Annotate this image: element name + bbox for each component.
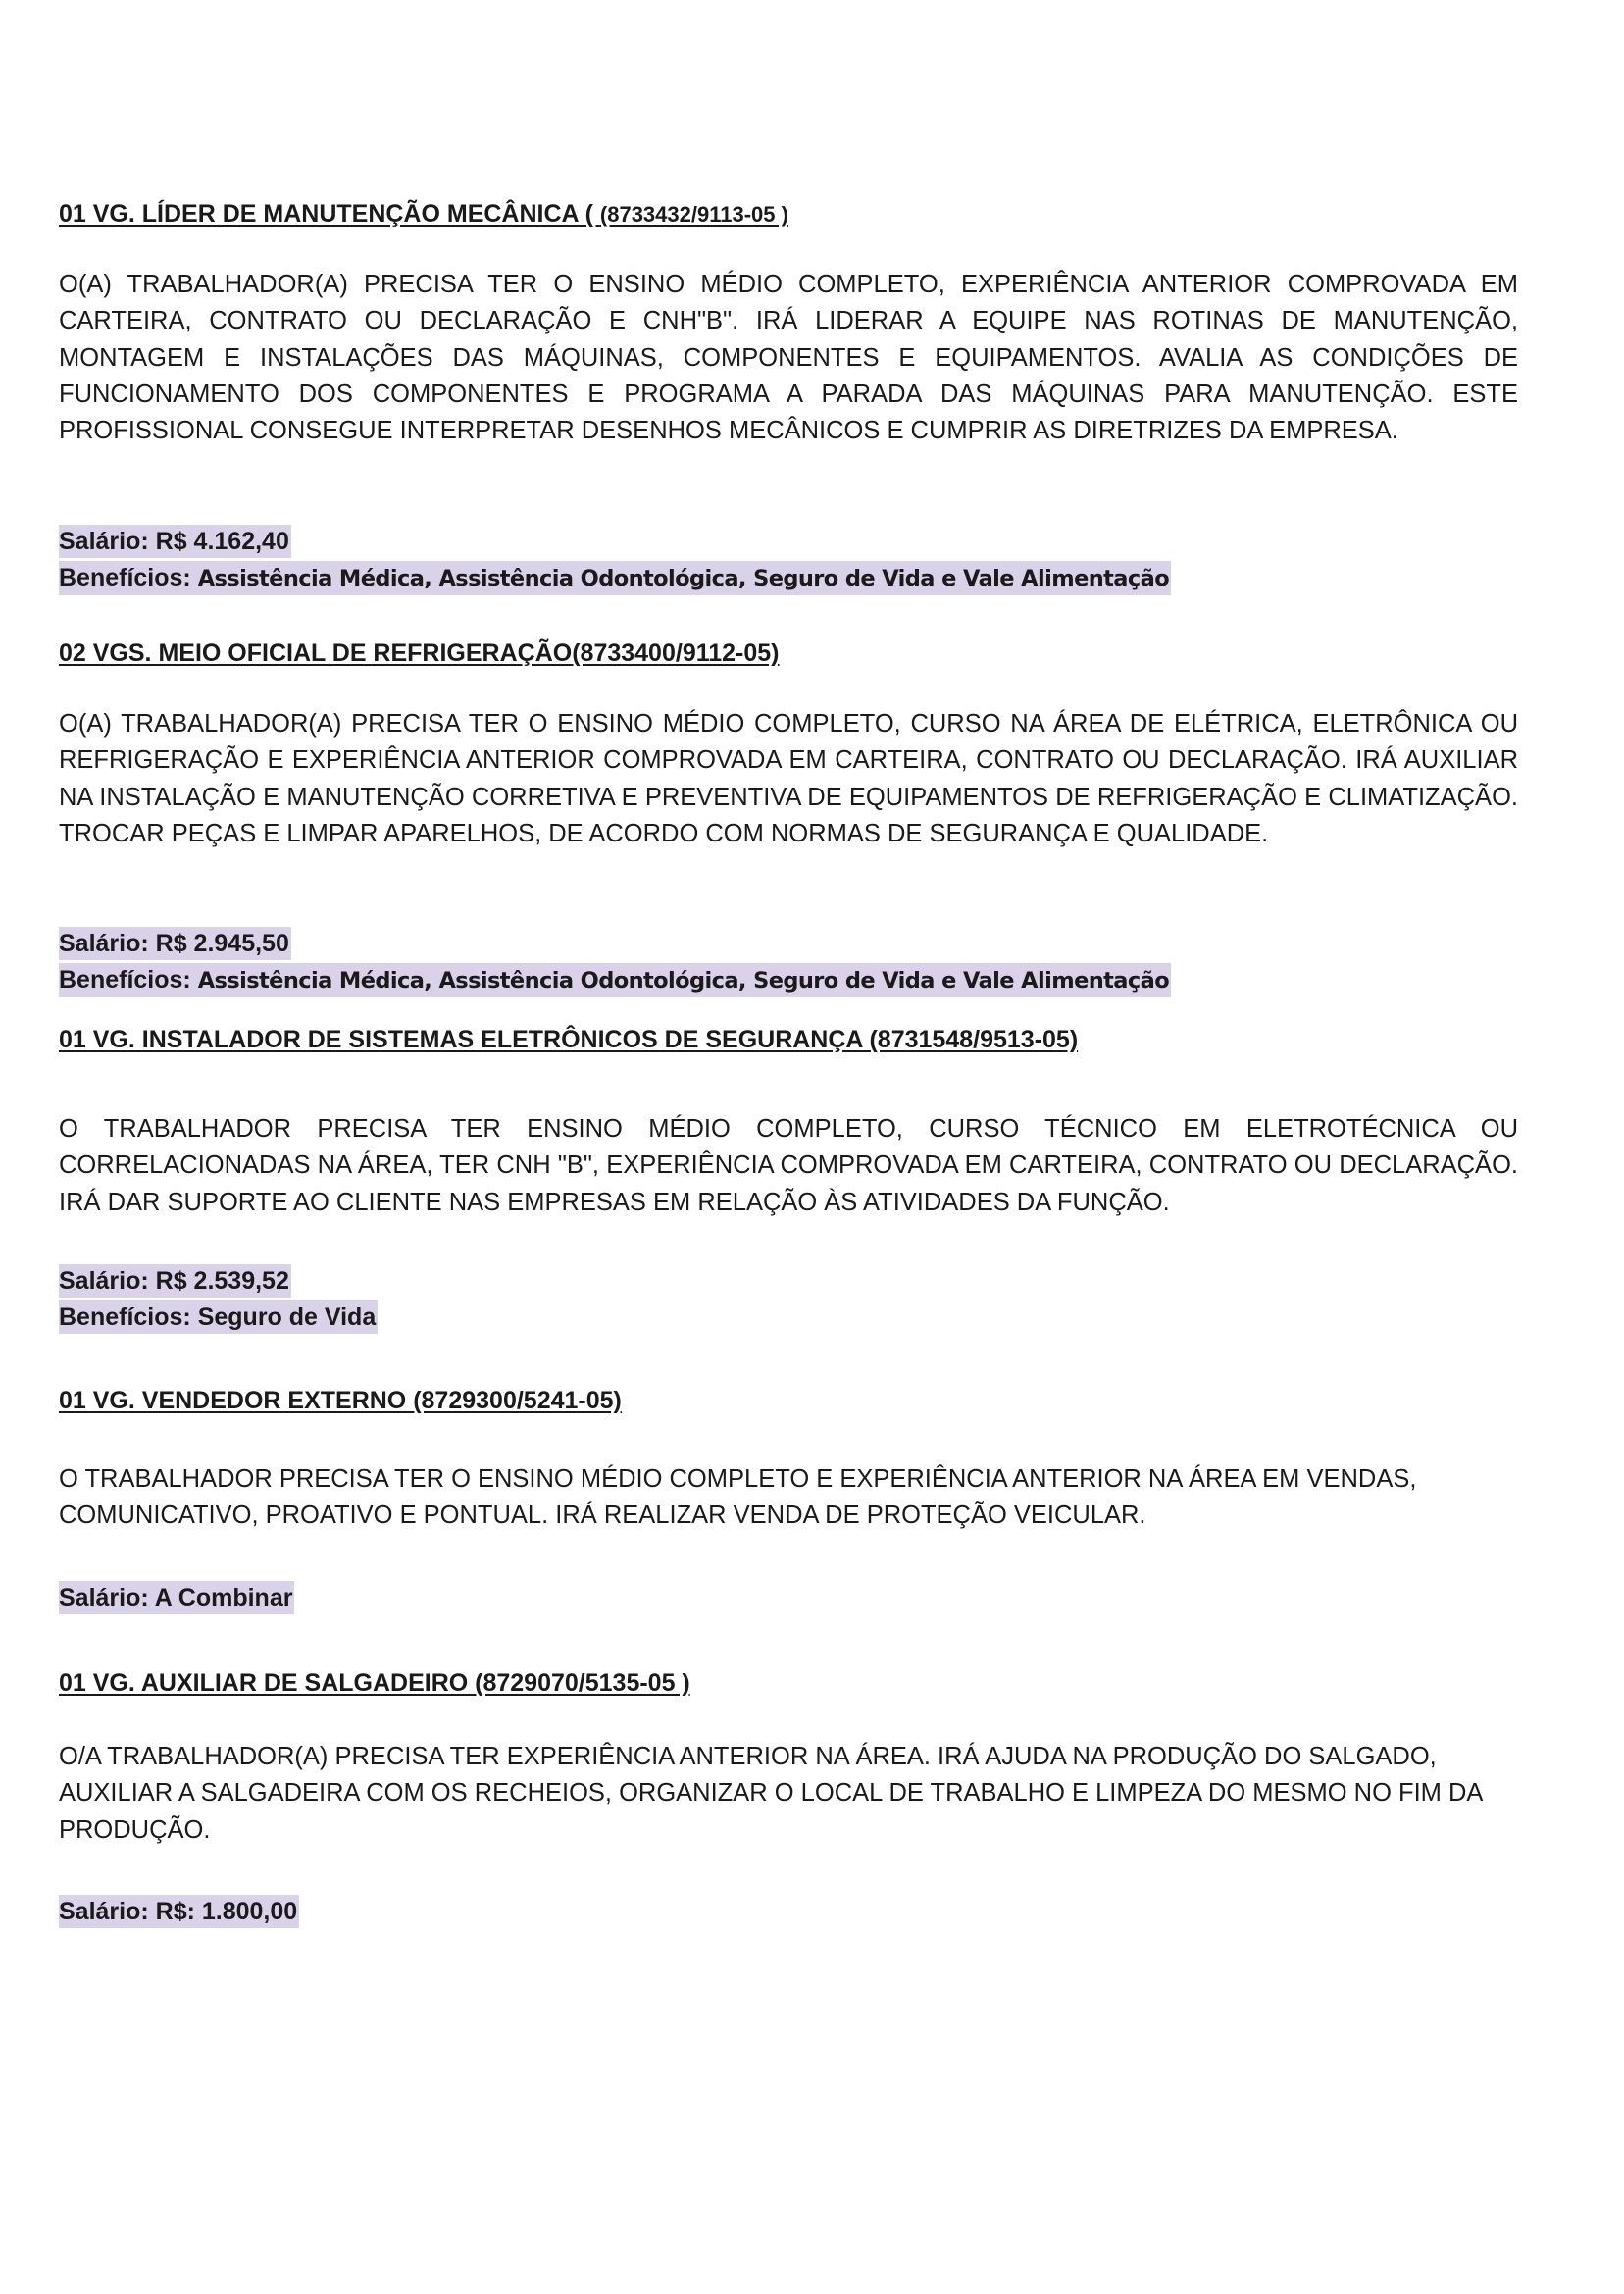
- job-salary: Salário: R$ 2.945,50: [59, 927, 291, 960]
- job-description: O(A) TRABALHADOR(A) PRECISA TER O ENSINO MÉDIO COMPLETO, EXPERIÊNCIA ANTERIOR COMPROVADA EM CARTEIRA, CONTRATO OU DECLARAÇÃO E CNH"B". IRÁ LIDERAR A EQUIPE NAS ROTINAS DE MANUTENÇÃO, MONTAGEM E INSTALAÇÕES DAS MÁQUINAS, COMPONENTES E EQUIPAMENTOS. AVALIA AS CONDIÇÕES DE FUNCIONAMENTO DOS COMPONENTES E PROGRAMA A PARADA DAS MÁQUINAS PARA MANUTENÇÃO. ESTE PROFISSIONAL CONSEGUE INTERPRETAR DESENHOS MECÂNICOS E CUMPRIR AS DIRETRIZES DA EMPRESA.: [59, 271, 1518, 445]
- job-salary: Salário: R$ 4.162,40: [59, 525, 291, 558]
- job-description: O TRABALHADOR PRECISA TER ENSINO MÉDIO COMPLETO, CURSO TÉCNICO EM ELETROTÉCNICA OU CORRELACIONADAS NA ÁREA, TER CNH "B", EXPERIÊNCIA COMPROVADA EM CARTEIRA, CONTRATO OU DECLARAÇÃO. IRÁ DAR SUPORTE AO CLIENTE NAS EMPRESAS EM RELAÇÃO ÀS ATIVIDADES DA FUNÇÃO.: [59, 1115, 1518, 1216]
- job-benefits: [59, 963, 1171, 997]
- job-benefits: [59, 561, 1171, 595]
- benefits-value: Assistência Médica, Assistência Odontológica, Seguro de Vida e Vale Alimentação: [197, 566, 1170, 591]
- job-description: O/A TRABALHADOR(A) PRECISA TER EXPERIÊNCIA ANTERIOR NA ÁREA. IRÁ AJUDA NA PRODUÇÃO DO SALGADO, AUXILIAR A SALGADEIRA COM OS RECHEIOS, ORGANIZAR O LOCAL DE TRABALHO E LIMPEZA DO MESMO NO FIM DA PRODUÇÃO.: [59, 1743, 1482, 1844]
- benefits-value: Assistência Médica, Assistência Odontológica, Seguro de Vida e Vale Alimentação: [197, 968, 1170, 994]
- job-code: (8733432/9113-05 ): [599, 202, 788, 227]
- job-salary: Salário: R$ 2.539,52: [59, 1264, 291, 1298]
- job-salary: Salário: R$: 1.800,00: [59, 1895, 299, 1928]
- job-title-text: 01 VG. LÍDER DE MANUTENÇÃO MECÂNICA (: [59, 200, 600, 228]
- job-title: 01 VG. VENDEDOR EXTERNO (8729300/5241-05): [59, 1387, 622, 1414]
- job-title: 02 VGS. MEIO OFICIAL DE REFRIGERAÇÃO(8733400/9112-05): [59, 639, 780, 667]
- job-description: O TRABALHADOR PRECISA TER O ENSINO MÉDIO COMPLETO E EXPERIÊNCIA ANTERIOR NA ÁREA EM VENDAS, COMUNICATIVO, PROATIVO E PONTUAL. IRÁ REALIZAR VENDA DE PROTEÇÃO VEICULAR.: [59, 1465, 1417, 1530]
- job-title: [59, 198, 788, 230]
- job-benefits: Benefícios: Seguro de Vida: [59, 1300, 378, 1334]
- job-salary: Salário: A Combinar: [59, 1581, 294, 1614]
- job-title: 01 VG. INSTALADOR DE SISTEMAS ELETRÔNICOS DE SEGURANÇA (8731548/9513-05): [59, 1026, 1079, 1053]
- benefits-label: Benefícios:: [59, 564, 198, 591]
- job-description: O(A) TRABALHADOR(A) PRECISA TER O ENSINO MÉDIO COMPLETO, CURSO NA ÁREA DE ELÉTRICA, ELETRÔNICA OU REFRIGERAÇÃO E EXPERIÊNCIA ANTERIOR COMPROVADA EM CARTEIRA, CONTRATO OU DECLARAÇÃO. IRÁ AUXILIAR NA INSTALAÇÃO E MANUTENÇÃO CORRETIVA E PREVENTIVA DE EQUIPAMENTOS DE REFRIGERAÇÃO E CLIMATIZAÇÃO. TROCAR PEÇAS E LIMPAR APARELHOS, DE ACORDO COM NORMAS DE SEGURANÇA E QUALIDADE.: [59, 710, 1518, 847]
- job-title: 01 VG. AUXILIAR DE SALGADEIRO (8729070/5135-05 ): [59, 1669, 690, 1697]
- benefits-label: Benefícios:: [59, 966, 198, 994]
